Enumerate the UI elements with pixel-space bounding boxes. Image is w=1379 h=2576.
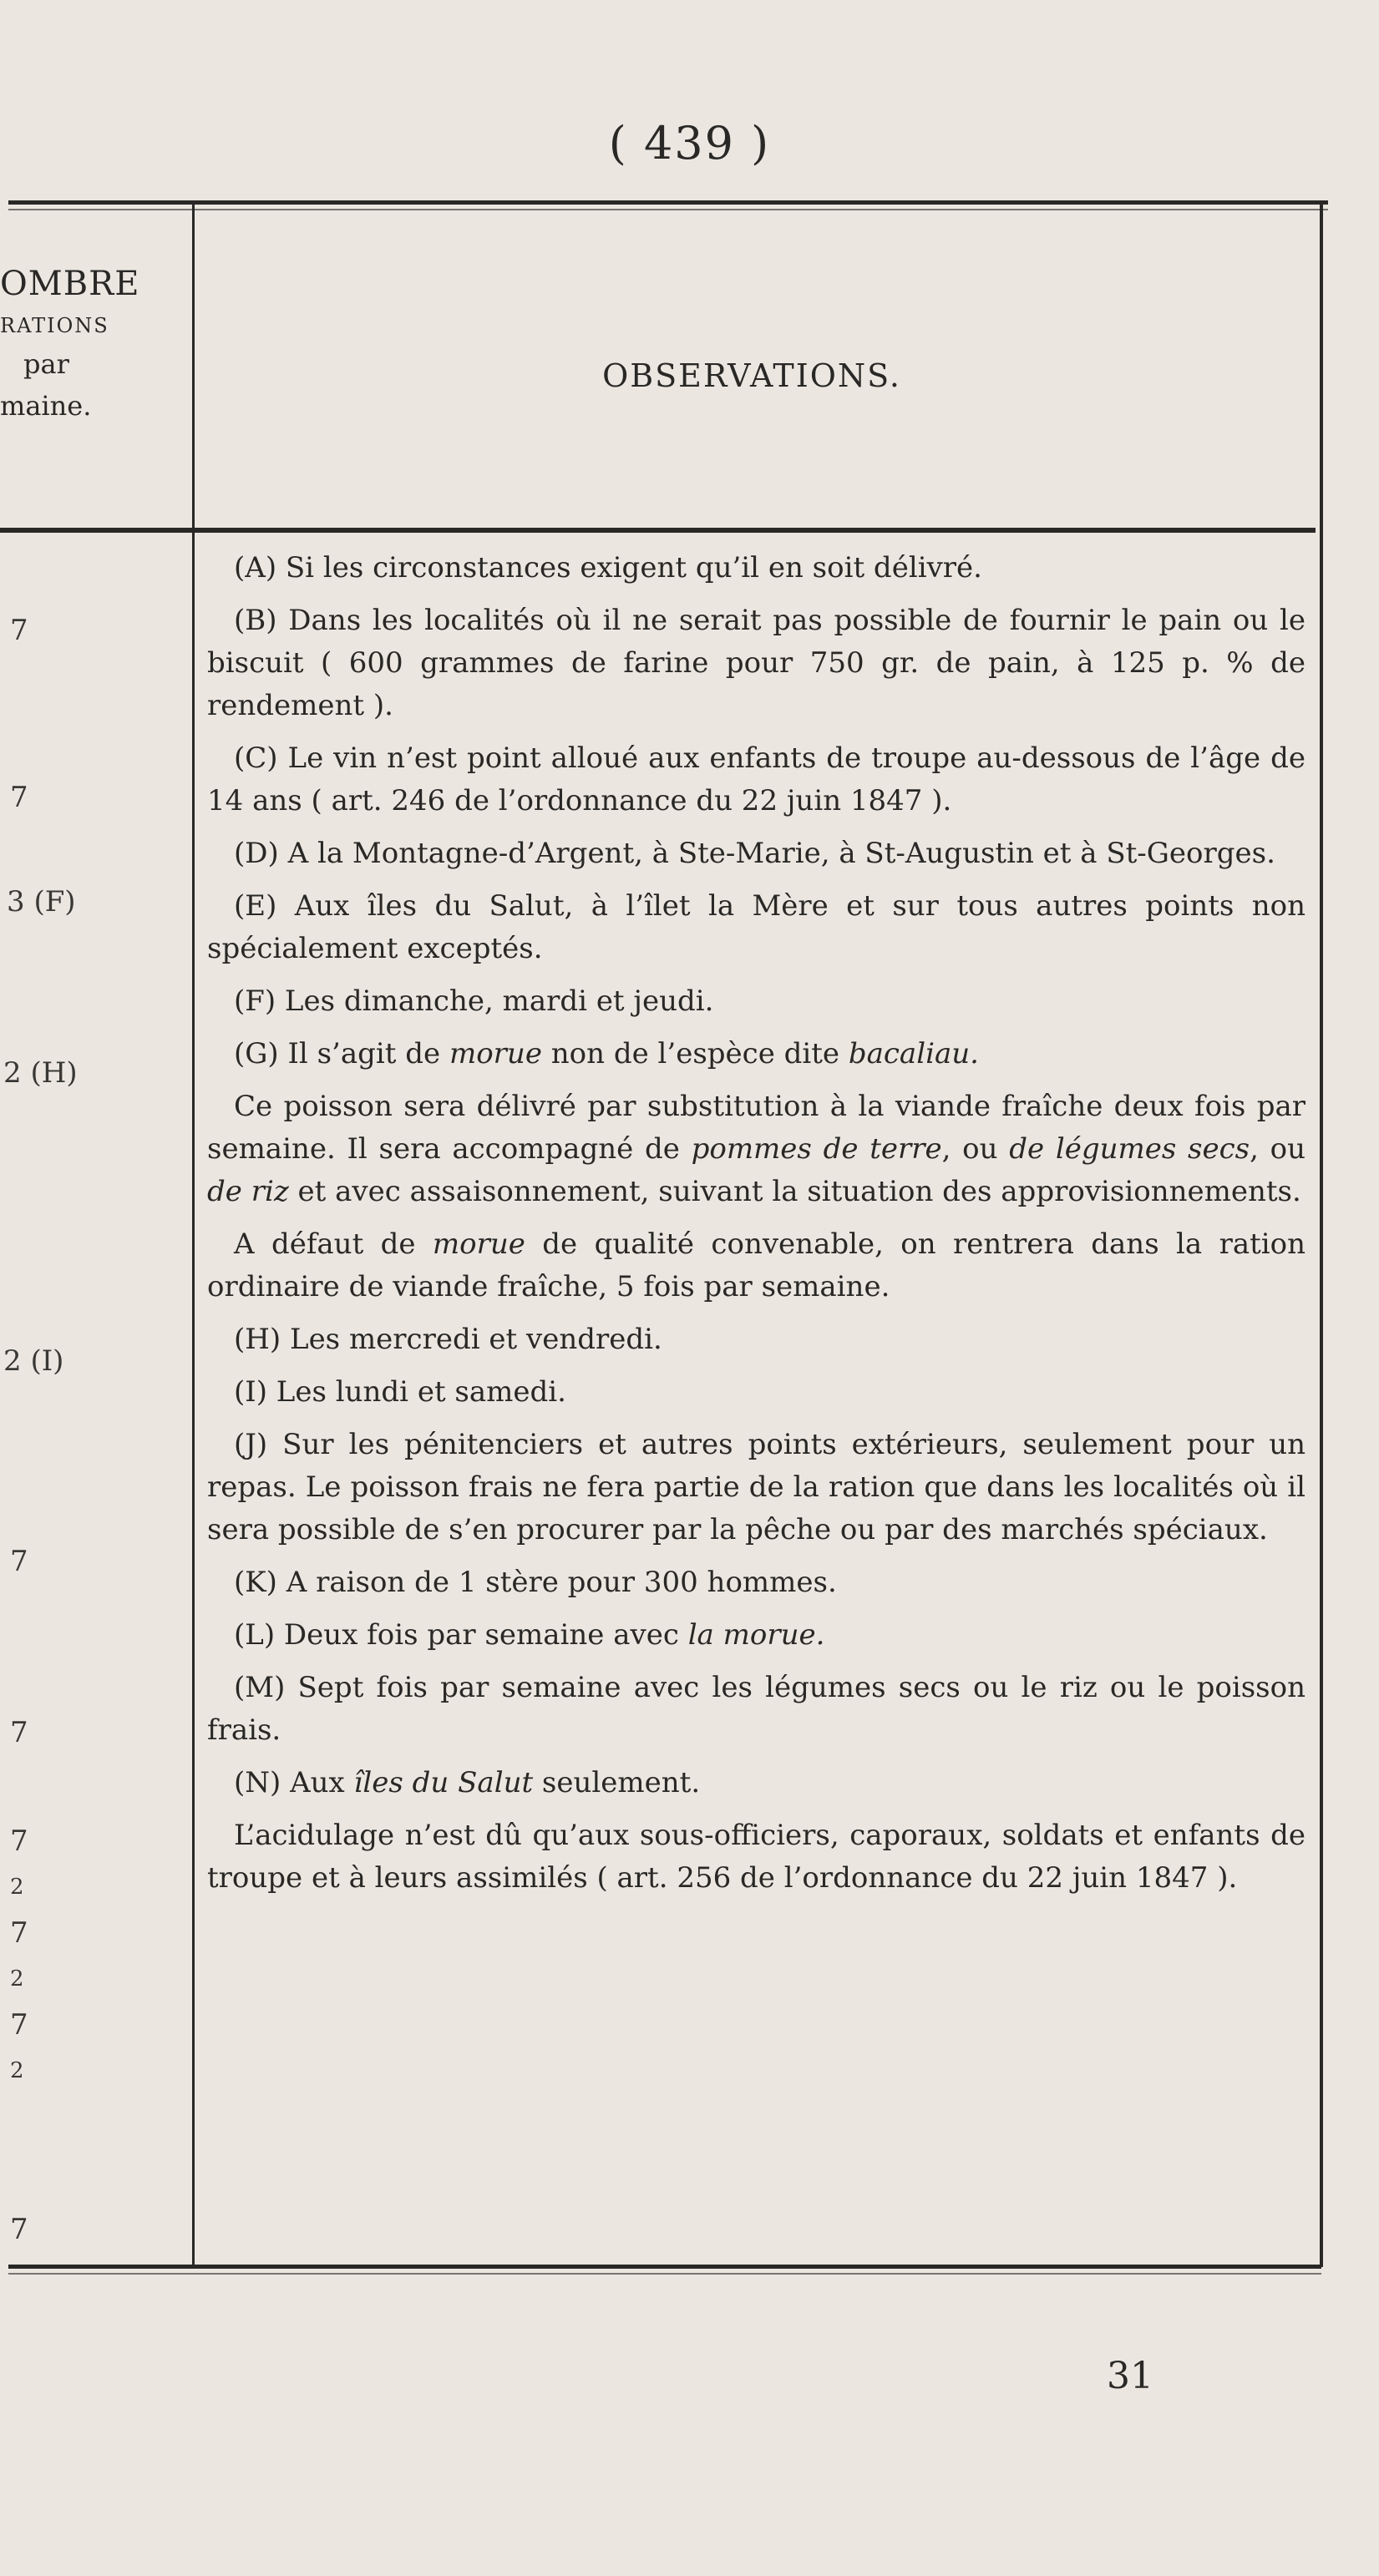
header-line: maine.: [0, 390, 92, 422]
note-g: (G) Il s’agit de morue non de l’espèce dite bacaliau.: [234, 1037, 979, 1070]
left-number: 2: [10, 1966, 24, 1991]
note-c: (C) Le vin n’est point alloué aux enfants de troupe au-dessous de l’âge de 14 ans ( art. 246 de l’ordonnance du 22 juin 1847 ).: [207, 741, 1305, 817]
header-rule: [0, 528, 1316, 533]
note-d: (D) A la Montagne-d’Argent, à Ste-Marie, à St-Augustin et à St-Georges.: [234, 837, 1275, 870]
observations-text: [207, 547, 1305, 1910]
note-a: (A) Si les circonstances exigent qu’il en soit délivré.: [234, 551, 982, 585]
note-n: (N) Aux îles du Salut seulement.: [234, 1766, 701, 1799]
right-border: [1320, 205, 1323, 2267]
note-l: (L) Deux fois par semaine avec la morue.: [234, 1618, 825, 1652]
note-acidulage: L’acidulage n’est dû qu’aux sous-officiers, caporaux, soldats et enfants de troupe et à leurs assimilés ( art. 256 de l’ordonnance du 22 juin 1847 ).: [207, 1819, 1305, 1895]
note-g-substitution: Ce poisson sera délivré par substitution à la viande fraîche deux fois par semaine. Il sera accompagné de pommes de terre, ou de légumes secs, ou de riz et avec assaisonnement, suivant la situation des approvisionnements.: [207, 1090, 1306, 1208]
left-number: 3 (F): [7, 885, 76, 919]
note-j: (J) Sur les pénitenciers et autres points extérieurs, seulement pour un repas. Le poisson frais ne fera partie de la ration que dans les localités où il sera possible de s’en procurer par la pêche ou par des marchés spéciaux.: [207, 1428, 1305, 1546]
observations-title: OBSERVATIONS.: [602, 357, 901, 394]
header-line: RATIONS: [0, 314, 109, 337]
top-rule-thin: [8, 209, 1328, 210]
left-number: 2 (I): [3, 1344, 64, 1378]
note-k: (K) A raison de 1 stère pour 300 hommes.: [234, 1566, 837, 1599]
note-h: (H) Les mercredi et vendredi.: [234, 1323, 662, 1356]
left-number: 7: [10, 781, 28, 814]
left-number: 7: [10, 1545, 28, 1578]
left-number: 2: [10, 2058, 24, 2083]
note-i: (I) Les lundi et samedi.: [234, 1375, 566, 1409]
note-g-default: A défaut de morue de qualité convenable, on rentrera dans la ration ordinaire de viande fraîche, 5 fois par semaine.: [207, 1227, 1306, 1303]
column-divider: [192, 205, 195, 2267]
left-number: 2 (H): [3, 1056, 78, 1090]
header-line: OMBRE: [0, 265, 140, 303]
note-f: (F) Les dimanche, mardi et jeudi.: [234, 984, 714, 1018]
left-number: 7: [10, 2213, 28, 2246]
left-number: 7: [10, 1716, 28, 1749]
left-number: 7: [10, 1916, 28, 1950]
folio-number: 31: [1107, 2355, 1153, 2397]
note-m: (M) Sept fois par semaine avec les légumes secs ou le riz ou le poisson frais.: [207, 1671, 1305, 1747]
header-line: par: [23, 348, 69, 380]
bottom-rule: [8, 2265, 1321, 2269]
page-number: ( 439 ): [608, 117, 771, 170]
left-number: 7: [10, 614, 28, 647]
left-column-header: [0, 267, 175, 434]
note-e: (E) Aux îles du Salut, à l’îlet la Mère et sur tous autres points non spécialement exceptés.: [207, 889, 1305, 965]
note-b: (B) Dans les localités où il ne serait pas possible de fournir le pain ou le biscuit ( 600 grammes de farine pour 750 gr. de pain, à 125 p. % de rendement ).: [207, 604, 1305, 722]
left-number: 7: [10, 1824, 28, 1858]
left-number: 7: [10, 2008, 28, 2042]
left-number: 2: [10, 1875, 24, 1900]
bottom-rule-thin: [8, 2273, 1321, 2275]
top-rule: [8, 200, 1328, 205]
